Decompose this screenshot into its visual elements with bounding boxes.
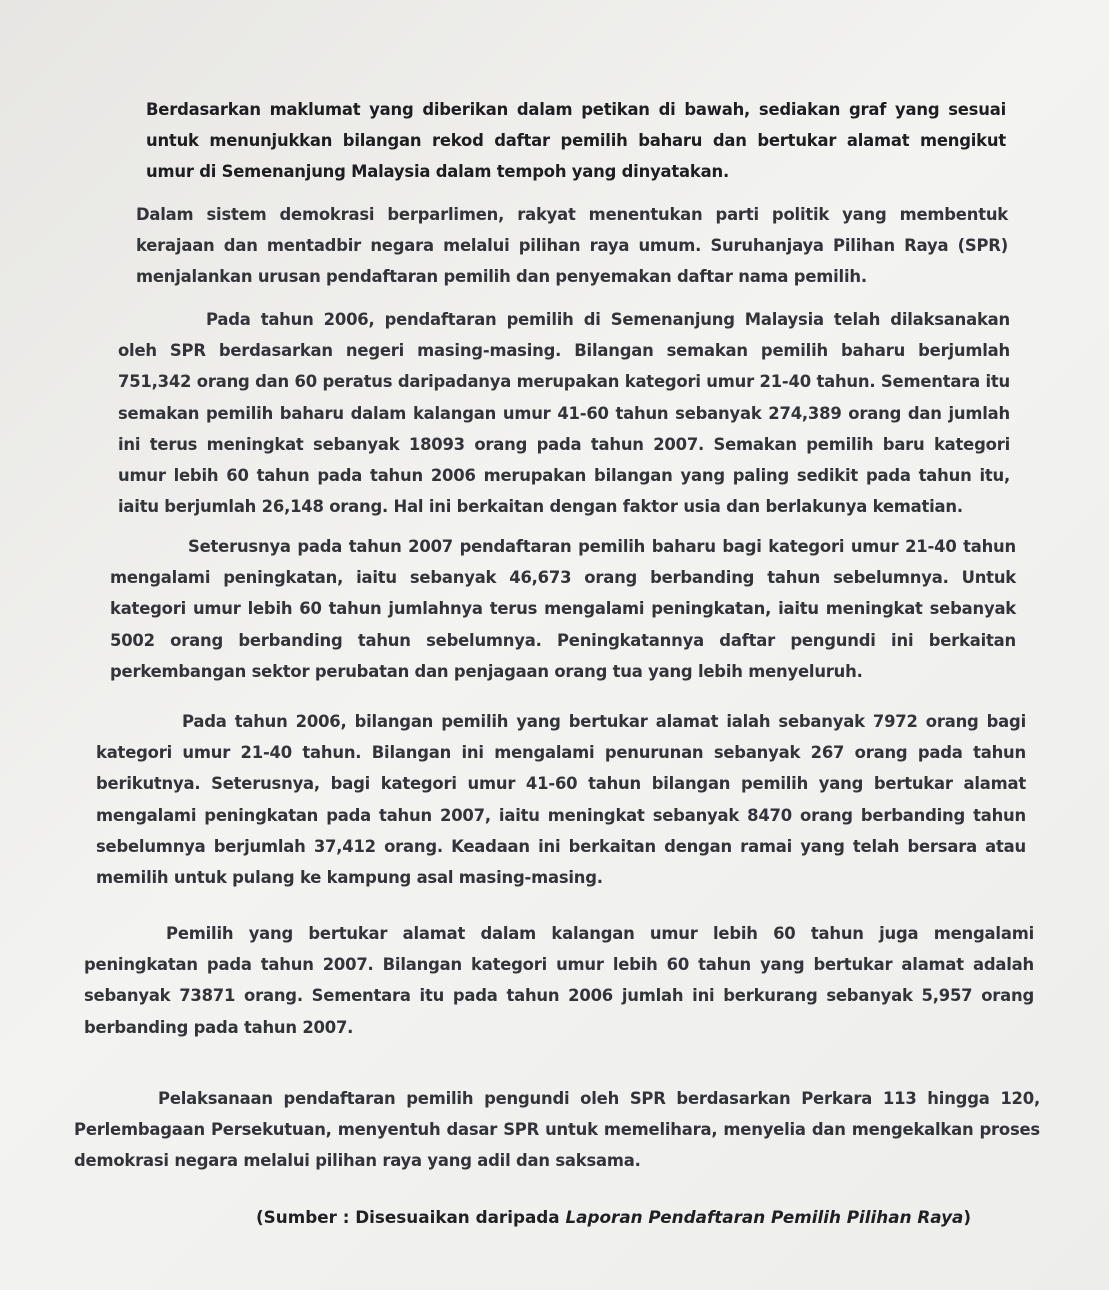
paragraph-2	[118, 304, 1010, 522]
paragraph-6-text: Pelaksanaan pendaftaran pemilih pengundi oleh SPR berdasarkan Perkara 113 hingga 120, Perlembagaan Persekutuan, menyentuh dasar SPR untuk memelihara, menyelia dan mengekalkan proses demokrasi negara melalui pilihan raya yang adil dan saksama.	[74, 1089, 1040, 1171]
paragraph-3-text: Seterusnya pada tahun 2007 pendaftaran pemilih baharu bagi kategori umur 21-40 tahun mengalami peningkatan, iaitu sebanyak 46,673 orang berbanding tahun sebelumnya. Untuk kategori umur lebih 60 tahun jumlahnya terus mengalami peningkatan, iaitu meningkat sebanyak 5002 orang berbanding tahun sebelumnya. Peningkatannya daftar pengundi ini berkaitan perkembangan sektor perubatan dan penjagaan orang tua yang lebih menyeluruh.	[110, 537, 1016, 681]
question-text: Berdasarkan maklumat yang diberikan dalam petikan di bawah, sediakan graf yang sesuai untuk menunjukkan bilangan rekod daftar pemilih baharu dan bertukar alamat mengikut umur di Semenanjung Malaysia dalam tempoh yang dinyatakan.	[146, 100, 1006, 182]
source-title: Laporan Pendaftaran Pemilih Pilihan Raya	[565, 1207, 964, 1227]
paragraph-6	[74, 1083, 1040, 1177]
paragraph-5-text: Pemilih yang bertukar alamat dalam kalangan umur lebih 60 tahun juga mengalami peningkatan pada tahun 2007. Bilangan kategori umur lebih 60 tahun yang bertukar alamat adalah sebanyak 73871 orang. Sementara itu pada tahun 2006 jumlah ini berkurang sebanyak 5,957 orang berbanding pada tahun 2007.	[84, 924, 1034, 1037]
paragraph-4-text: Pada tahun 2006, bilangan pemilih yang bertukar alamat ialah sebanyak 7972 orang bagi kategori umur 21-40 tahun. Bilangan ini mengalami penurunan sebanyak 267 orang pada tahun berikutnya. Seterusnya, bagi kategori umur 41-60 tahun bilangan pemilih yang bertukar alamat mengalami peningkatan pada tahun 2007, iaitu meningkat sebanyak 8470 orang berbanding tahun sebelumnya berjumlah 37,412 orang. Keadaan ini berkaitan dengan ramai yang telah bersara atau memilih untuk pulang ke kampung asal masing-masing.	[96, 712, 1026, 888]
paragraph-2-text: Pada tahun 2006, pendaftaran pemilih di Semenanjung Malaysia telah dilaksanakan oleh SPR berdasarkan negeri masing-masing. Bilangan semakan pemilih baharu berjumlah 751,342 orang dan 60 peratus daripadanya merupakan kategori umur 21-40 tahun. Sementara itu semakan pemilih baharu dalam kalangan umur 41-60 tahun sebanyak 274,389 orang dan jumlah ini terus meningkat sebanyak 18093 orang pada tahun 2007. Semakan pemilih baru kategori umur lebih 60 tahun pada tahun 2006 merupakan bilangan yang paling sedikit pada tahun itu, iaitu berjumlah 26,148 orang. Hal ini berkaitan dengan faktor usia dan berlakunya kematian.	[118, 310, 1010, 517]
paragraph-5	[84, 918, 1034, 1043]
source-suffix: )	[963, 1207, 972, 1227]
source-prefix: (Sumber : Disesuaikan daripada	[256, 1207, 566, 1227]
paragraph-4	[96, 706, 1026, 893]
paragraph-1: Dalam sistem demokrasi berparlimen, rakyat menentukan parti politik yang membentuk kerajaan dan mentadbir negara melalui pilihan raya umum. Suruhanjaya Pilihan Raya (SPR) menjalankan urusan pendaftaran pemilih dan penyemakan daftar nama pemilih.	[136, 205, 1008, 287]
paragraph-3	[110, 531, 1016, 687]
source-citation	[256, 1207, 971, 1227]
